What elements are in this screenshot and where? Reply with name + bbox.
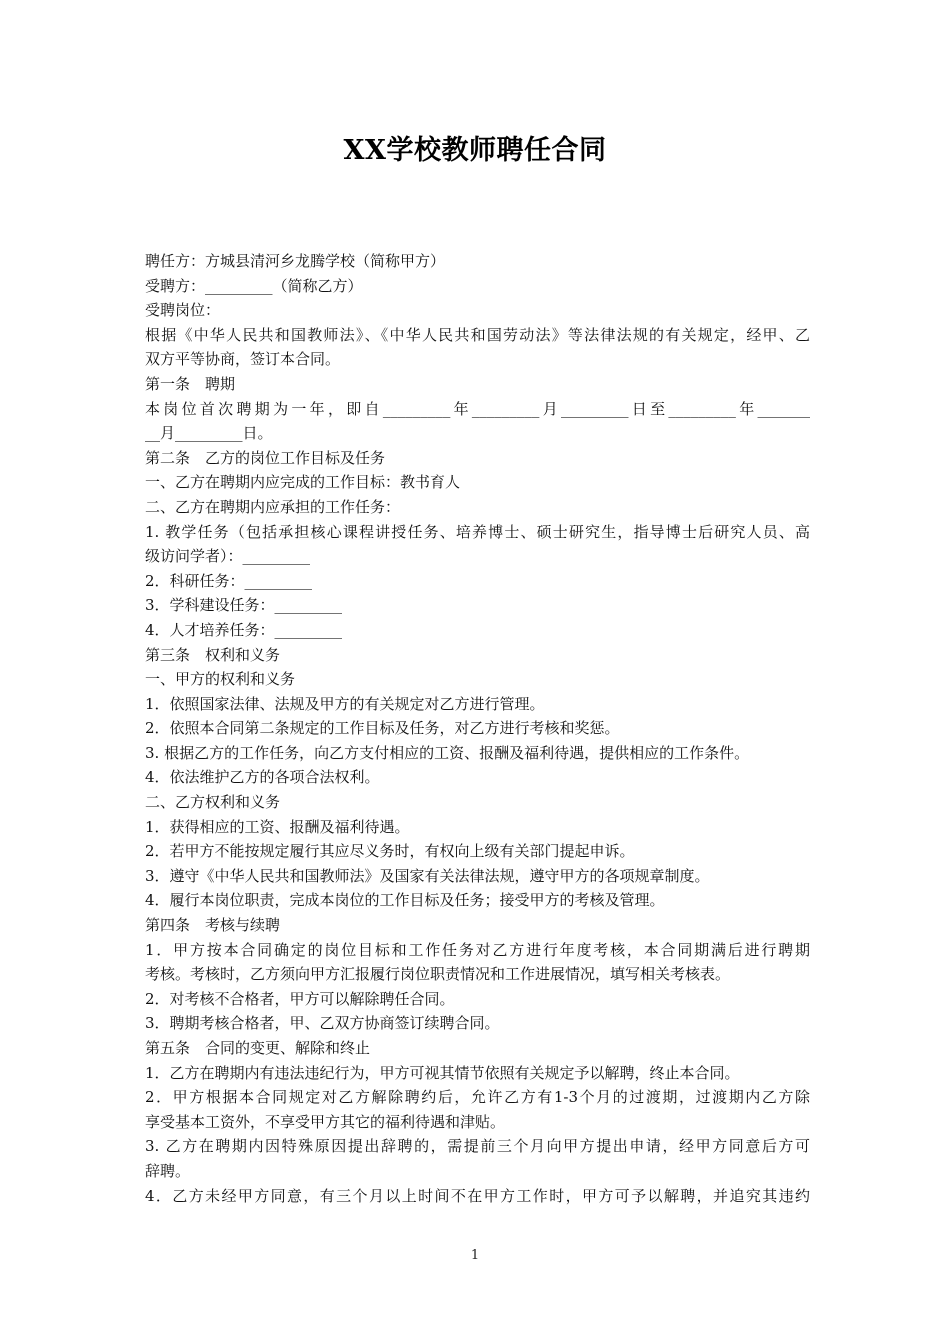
text-line: 受聘方：_________（简称乙方） — [145, 276, 363, 295]
text-line: 辞聘。 — [145, 1161, 191, 1180]
text-line: 4．乙方未经甲方同意，有三个月以上时间不在甲方工作时，甲方可予以解聘，并追究其违约 — [145, 1186, 810, 1205]
text-line: 1．甲方按本合同确定的岗位目标和工作任务对乙方进行年度考核，本合同期满后进行聘期 — [145, 940, 810, 959]
text-line: 2．对考核不合格者，甲方可以解除聘任合同。 — [145, 989, 455, 1008]
text-line: 4．履行本岗位职责，完成本岗位的工作目标及任务；接受甲方的考核及管理。 — [145, 891, 665, 910]
text-line: 第二条 乙方的岗位工作目标及任务 — [145, 448, 386, 467]
text-line: 1．依照国家法律、法规及甲方的有关规定对乙方进行管理。 — [145, 694, 545, 713]
text-line: 第三条 权利和义务 — [145, 645, 281, 664]
text-line: 第一条 聘期 — [145, 374, 236, 393]
text-line: 考核。考核时，乙方须向甲方汇报履行岗位职责情况和工作进展情况，填写相关考核表。 — [145, 965, 731, 984]
text-line: 2．科研任务：_________ — [145, 571, 313, 590]
text-line: 3．聘期考核合格者，甲、乙双方协商签订续聘合同。 — [145, 1014, 500, 1033]
text-line: 双方平等协商，签订本合同。 — [145, 350, 341, 369]
text-line: 3．遵守《中华人民共和国教师法》及国家有关法律法规，遵守甲方的各项规章制度。 — [145, 866, 710, 885]
text-line: 一、甲方的权利和义务 — [145, 670, 296, 689]
document-body — [145, 249, 810, 1208]
text-line: 二、乙方在聘期内应承担的工作任务： — [145, 497, 401, 516]
text-line: 3．学科建设任务：_________ — [145, 596, 343, 615]
text-line: 一、乙方在聘期内应完成的工作目标：教书育人 — [145, 473, 461, 492]
text-line: 第五条 合同的变更、解除和终止 — [145, 1039, 371, 1057]
document-title: XX学校教师聘任合同 — [343, 135, 607, 166]
text-line: 本岗位首次聘期为一年，即自_________年_________月_________日至_________年_______ — [145, 399, 810, 418]
text-line: 1. 教学任务（包括承担核心课程讲授任务、培养博士、硕士研究生，指导博士后研究人员、高 — [145, 522, 810, 541]
text-line: 受聘岗位： — [145, 301, 221, 320]
text-line: __月_________日。 — [145, 424, 273, 443]
text-line: 二、乙方权利和义务 — [145, 793, 281, 812]
text-line: 享受基本工资外，不享受甲方其它的福利待遇和津贴。 — [145, 1112, 506, 1131]
text-line: 1．乙方在聘期内有违法违纪行为，甲方可视其情节依照有关规定予以解聘，终止本合同。 — [145, 1063, 740, 1082]
text-line: 2．若甲方不能按规定履行其应尽义务时，有权向上级有关部门提起申诉。 — [145, 842, 635, 861]
text-line: 3. 乙方在聘期内因特殊原因提出辞聘的，需提前三个月向甲方提出申请，经甲方同意后方可 — [145, 1137, 810, 1156]
text-line: 2．甲方根据本合同规定对乙方解除聘约后，允许乙方有1-3个月的过渡期，过渡期内乙方除 — [145, 1088, 810, 1107]
text-line: 级访问学者）：_________ — [145, 547, 311, 566]
text-line: 4．依法维护乙方的各项合法权利。 — [145, 768, 380, 787]
text-line: 聘任方：方城县清河乡龙腾学校（简称甲方） — [145, 252, 446, 270]
text-line: 2．依照本合同第二条规定的工作目标及任务，对乙方进行考核和奖惩。 — [145, 719, 620, 738]
text-line: 第四条 考核与续聘 — [145, 916, 281, 935]
text-line: 3. 根据乙方的工作任务，向乙方支付相应的工资、报酬及福利待遇，提供相应的工作条件。 — [145, 743, 750, 762]
text-line: 4．人才培养任务：_________ — [145, 620, 343, 639]
text-line: 根据《中华人民共和国教师法》、《中华人民共和国劳动法》等法律法规的有关规定，经甲、乙 — [145, 325, 810, 344]
text-line: 1．获得相应的工资、报酬及福利待遇。 — [145, 817, 410, 836]
page-number: 1 — [470, 1248, 480, 1263]
